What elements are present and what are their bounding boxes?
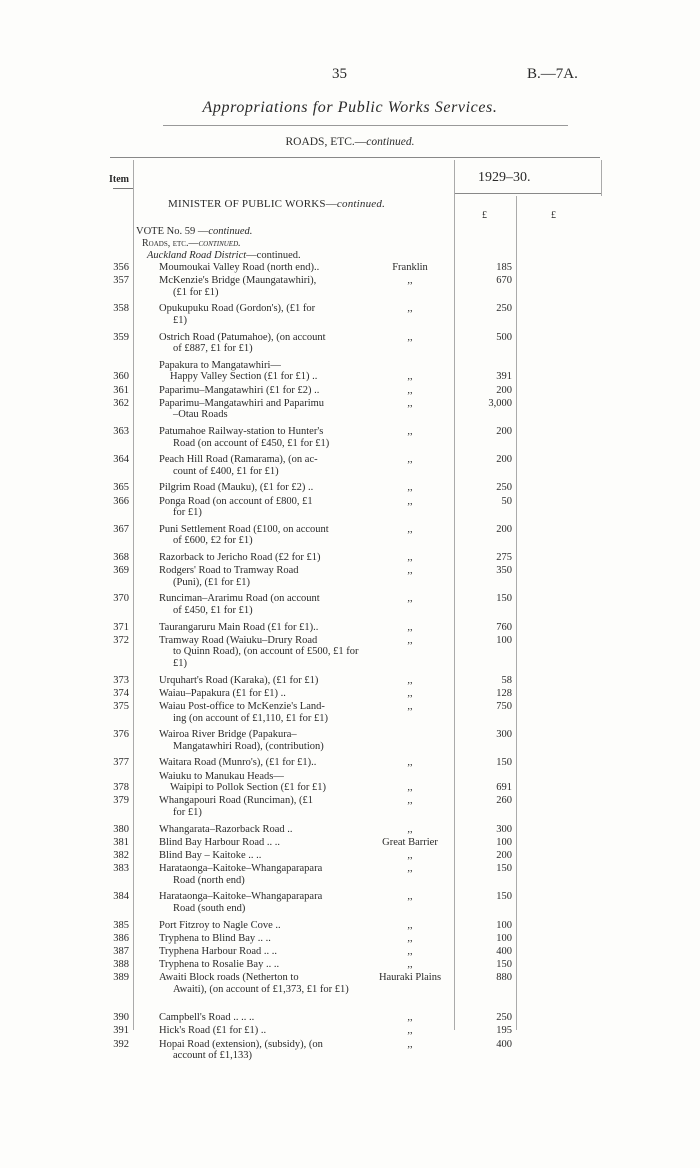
- item-number: 356: [113, 262, 129, 273]
- district-name: ,,: [407, 687, 413, 699]
- appropriation-amount: 300: [496, 729, 512, 741]
- item-description-continuation: £1): [173, 314, 187, 326]
- district-name: ,,: [407, 1012, 413, 1024]
- item-number: 363: [113, 426, 129, 437]
- appropriation-amount: 3,000: [488, 397, 512, 409]
- appropriation-amount: 250: [496, 1012, 512, 1024]
- district-name: ,,: [407, 795, 413, 807]
- item-description-continuation: account of £1,133): [173, 1050, 253, 1062]
- appropriation-amount: 350: [496, 565, 512, 577]
- district-name: ,,: [407, 634, 413, 646]
- item-description: [159, 398, 369, 421]
- year-column-header: 1929–30.: [478, 170, 531, 185]
- item-description-text: Waiau–Papakura (£1 for £1) ..: [159, 687, 286, 699]
- item-number: 379: [113, 795, 129, 807]
- item-description: [159, 863, 369, 886]
- item-number: 382: [113, 850, 129, 861]
- item-description-text: Taurangaruru Main Road (£1 for £1)..: [159, 621, 319, 633]
- appropriation-amount: 58: [501, 674, 512, 686]
- item-description-text: Moumoukai Valley Road (north end)..: [159, 262, 320, 273]
- item-description-text: Patumahoe Railway-station to Hunter's: [159, 426, 324, 437]
- appropriation-amount: 200: [496, 454, 512, 466]
- district-name: ,,: [407, 331, 413, 343]
- appropriation-amount: 150: [496, 891, 512, 903]
- vote-heading-continued: continued.: [208, 226, 253, 237]
- item-description-text: Tryphena to Rosalie Bay .. ..: [159, 959, 280, 971]
- item-description-text: McKenzie's Bridge (Maungatawhiri),: [159, 275, 317, 287]
- item-description-text: Opukupuku Road (Gordon's), (£1 for: [159, 303, 316, 315]
- item-number: 367: [113, 523, 129, 535]
- item-number: 366: [113, 495, 129, 507]
- item-description: [159, 332, 369, 355]
- district-name: ,,: [407, 1025, 413, 1037]
- appropriation-amount: 760: [496, 621, 512, 633]
- item-description-text: Ponga Road (on account of £800, £1: [159, 495, 313, 507]
- appropriation-amount: 200: [496, 850, 512, 861]
- item-number: 377: [113, 757, 129, 769]
- district-name: ,,: [407, 919, 413, 931]
- item-description-text: Runciman–Ararimu Road (on account: [159, 593, 320, 605]
- item-description-text: Waiau Post-office to McKenzie's Land-: [159, 701, 325, 712]
- item-description-text: Whangarata–Razorback Road ..: [159, 823, 293, 835]
- district-name: ,,: [407, 674, 413, 686]
- item-description: [159, 426, 369, 449]
- district-name: ,,: [407, 891, 413, 903]
- ministry-heading-continued: continued.: [336, 198, 386, 210]
- item-description-text: Wairoa River Bridge (Papakura–: [159, 729, 297, 741]
- item-description-text: Harataonga–Kaitoke–Whangaparapara: [159, 891, 323, 903]
- item-description: [159, 496, 369, 519]
- item-description: [159, 262, 369, 274]
- item-description-text: Paparimu–Mangatawhiri and Paparimu: [159, 397, 325, 409]
- item-description-continuation: Awaiti), (on account of £1,373, £1 for £1): [173, 983, 349, 995]
- item-number: 386: [113, 932, 129, 944]
- item-number: 387: [113, 946, 129, 957]
- item-description-continuation: of £887, £1 for £1): [173, 343, 253, 355]
- item-description-text: Tramway Road (Waiuku–Drury Road: [159, 634, 318, 646]
- item-number: 380: [113, 823, 129, 835]
- item-description-continuation: of £600, £2 for £1): [173, 535, 253, 547]
- appropriation-amount: 400: [496, 1038, 512, 1050]
- document-title: Appropriations for Public Works Services.: [202, 99, 498, 116]
- item-number: 364: [113, 454, 129, 466]
- item-description-continuation: Road (north end): [173, 874, 245, 886]
- item-description-text: Pilgrim Road (Mauku), (£1 for £2) ..: [159, 482, 314, 494]
- item-number: 369: [113, 565, 129, 577]
- item-description-text: Razorback to Jericho Road (£2 for £1): [159, 552, 321, 563]
- item-number: 368: [113, 552, 129, 563]
- item-number: 392: [113, 1038, 129, 1050]
- district-name: ,,: [407, 552, 413, 563]
- appropriation-amount: 150: [496, 757, 512, 769]
- item-description: [159, 837, 369, 849]
- item-description-text: Port Fitzroy to Nagle Cove ..: [159, 919, 281, 931]
- item-description: [159, 482, 369, 494]
- vote-heading-main: VOTE No. 59 —: [136, 226, 209, 237]
- item-number: 378: [113, 782, 129, 794]
- district-name: ,,: [407, 621, 413, 633]
- item-description: [159, 385, 369, 397]
- district-name: ,,: [407, 454, 413, 466]
- district-name: Franklin: [392, 262, 428, 273]
- item-number: 361: [113, 384, 129, 396]
- section-title-continued: continued.: [366, 136, 415, 148]
- item-description-text: Whangapouri Road (Runciman), (£1: [159, 795, 313, 807]
- item-description-text: Happy Valley Section (£1 for £1) ..: [170, 371, 318, 383]
- item-column-header: Item: [109, 174, 129, 185]
- item-description-text: Waipipi to Pollok Section (£1 for £1): [170, 782, 327, 794]
- district-name: ,,: [407, 397, 413, 409]
- item-description-continuation: count of £400, £1 for £1): [173, 465, 279, 477]
- appropriation-amount: 880: [496, 972, 512, 984]
- item-description-text: Tryphena Harbour Road .. ..: [159, 946, 278, 957]
- district-heading: [147, 250, 301, 261]
- district-name: ,,: [407, 946, 413, 957]
- district-name: ,,: [407, 823, 413, 835]
- item-number: 374: [113, 687, 129, 699]
- district-name: ,,: [407, 371, 413, 383]
- subheading-label: Waiuku to Manukau Heads—: [159, 770, 284, 782]
- appropriation-amount: 275: [496, 552, 512, 563]
- appropriation-amount: 391: [496, 371, 512, 383]
- item-description-text: Hopai Road (extension), (subsidy), (on: [159, 1038, 323, 1050]
- district-name: ,,: [407, 565, 413, 577]
- appropriation-amount: 670: [496, 275, 512, 287]
- item-description-text: Puni Settlement Road (£100, on account: [159, 523, 329, 535]
- item-description-continuation: –Otau Roads: [173, 409, 228, 421]
- section-title-main: ROADS, ETC.—: [285, 136, 367, 148]
- item-number: 375: [113, 701, 129, 712]
- item-number: 372: [113, 634, 129, 646]
- district-heading-main: Auckland Road District: [147, 250, 247, 261]
- item-number: 376: [113, 729, 129, 741]
- vote-heading: [136, 226, 252, 237]
- item-description: [159, 701, 369, 724]
- item-description-text: Tryphena to Blind Bay .. ..: [159, 932, 271, 944]
- page-right-rule: [601, 160, 602, 196]
- item-description-text: Blind Bay Harbour Road .. ..: [159, 836, 281, 848]
- item-number: 388: [113, 959, 129, 971]
- item-number: 360: [113, 371, 129, 383]
- currency-symbol-2: £: [551, 210, 556, 221]
- district-name: ,,: [407, 495, 413, 507]
- ministry-heading-main: MINISTER OF PUBLIC WORKS—: [168, 198, 337, 210]
- district-name: ,,: [407, 275, 413, 287]
- appropriation-amount: 150: [496, 863, 512, 875]
- appropriation-amount: 250: [496, 482, 512, 494]
- district-name: ,,: [407, 863, 413, 875]
- item-description-continuation: (Puni), (£1 for £1): [173, 576, 250, 588]
- item-number: 385: [113, 919, 129, 931]
- appropriation-amount: 100: [496, 932, 512, 944]
- district-name: ,,: [407, 303, 413, 315]
- item-description: [159, 933, 369, 945]
- item-description: [159, 757, 369, 769]
- item-number: 384: [113, 891, 129, 903]
- appropriation-amount: 200: [496, 426, 512, 437]
- appropriation-amount: 500: [496, 331, 512, 343]
- item-number: 357: [113, 275, 129, 287]
- appropriation-amount: 260: [496, 795, 512, 807]
- appropriation-amount: 100: [496, 919, 512, 931]
- item-description: [170, 371, 380, 383]
- item-description-continuation: Mangatawhiri Road), (contribution): [173, 740, 324, 752]
- item-description: [159, 593, 369, 616]
- item-number: 358: [113, 303, 129, 315]
- district-name: ,,: [407, 782, 413, 794]
- item-number: 389: [113, 972, 129, 984]
- item-description-continuation: for £1): [173, 806, 202, 818]
- district-name: ,,: [407, 932, 413, 944]
- item-description: [159, 920, 369, 932]
- item-description-continuation: of £450, £1 for £1): [173, 604, 253, 616]
- item-description: [159, 729, 369, 752]
- item-description: [159, 688, 369, 700]
- item-description-continuation: (£1 for £1): [173, 286, 219, 298]
- appropriation-amount: 50: [501, 495, 512, 507]
- item-description-text: Campbell's Road .. .. ..: [159, 1012, 255, 1024]
- district-name: Great Barrier: [382, 836, 438, 848]
- item-description: [159, 524, 369, 547]
- item-description: [159, 454, 369, 477]
- item-description: [159, 795, 369, 818]
- roads-heading-continued: continued.: [198, 238, 241, 249]
- item-description: [159, 850, 369, 862]
- item-number: 373: [113, 674, 129, 686]
- subheading-label: Papakura to Mangatawhiri—: [159, 359, 281, 371]
- ministry-heading: [168, 198, 385, 210]
- item-description-text: Awaiti Block roads (Netherton to: [159, 972, 299, 984]
- page-number: 35: [332, 66, 347, 82]
- item-description-text: Blind Bay – Kaitoke .. ..: [159, 850, 262, 861]
- header-rule: [110, 157, 600, 158]
- district-heading-continued: —continued.: [246, 250, 301, 261]
- item-header-rule: [113, 188, 133, 189]
- appropriation-amount: 200: [496, 384, 512, 396]
- year-column-mid-divider: [516, 196, 517, 1030]
- item-number: 371: [113, 621, 129, 633]
- district-name: ,,: [407, 1038, 413, 1050]
- item-description: [159, 303, 369, 326]
- item-description-continuation: for £1): [173, 507, 202, 519]
- item-description-text: Waitara Road (Munro's), (£1 for £1)..: [159, 757, 317, 769]
- appropriation-amount: 100: [496, 836, 512, 848]
- item-number: 365: [113, 482, 129, 494]
- item-description: [159, 946, 369, 958]
- item-number: 391: [113, 1025, 129, 1037]
- item-description: [159, 622, 369, 634]
- roads-heading: [142, 238, 241, 249]
- item-description-text: Paparimu–Mangatawhiri (£1 for £2) ..: [159, 384, 320, 396]
- item-description: [159, 275, 369, 298]
- section-title: [0, 136, 700, 148]
- district-name: ,,: [407, 757, 413, 769]
- item-description-continuation: Road (on account of £450, £1 for £1): [173, 437, 330, 449]
- item-description: [159, 635, 369, 670]
- appropriation-amount: 195: [496, 1025, 512, 1037]
- item-description: [159, 891, 369, 914]
- item-number: 390: [113, 1012, 129, 1024]
- item-number: 370: [113, 593, 129, 605]
- item-description: [159, 675, 369, 687]
- appropriation-amount: 185: [496, 262, 512, 273]
- item-number: 383: [113, 863, 129, 875]
- item-number: 362: [113, 397, 129, 409]
- item-description: [159, 1012, 369, 1024]
- item-column-divider: [133, 160, 134, 1030]
- item-description-text: Hick's Road (£1 for £1) ..: [159, 1025, 267, 1037]
- appropriation-amount: 150: [496, 959, 512, 971]
- currency-symbol-1: £: [482, 210, 487, 221]
- district-name: ,,: [407, 384, 413, 396]
- item-description: [170, 782, 380, 794]
- district-name: ,,: [407, 701, 413, 712]
- item-description-text: Urquhart's Road (Karaka), (£1 for £1): [159, 674, 319, 686]
- district-name: ,,: [407, 482, 413, 494]
- item-description-continuation: ing (on account of £1,110, £1 for £1): [173, 712, 329, 724]
- title-rule: [163, 125, 568, 126]
- appropriation-amount: 100: [496, 634, 512, 646]
- item-description: [159, 824, 369, 836]
- appropriation-amount: 200: [496, 523, 512, 535]
- item-description-text: Harataonga–Kaitoke–Whangaparapara: [159, 863, 323, 875]
- district-name: ,,: [407, 850, 413, 861]
- roads-heading-main: Roads, etc.—: [142, 238, 199, 249]
- item-description-text: Peach Hill Road (Ramarama), (on ac-: [159, 454, 318, 466]
- item-description: [159, 1039, 369, 1062]
- appropriation-amount: 128: [496, 687, 512, 699]
- item-description: [159, 972, 369, 995]
- item-description: [159, 552, 369, 564]
- item-description: [159, 959, 369, 971]
- item-description-continuation: Road (south end): [173, 902, 246, 914]
- appropriation-amount: 250: [496, 303, 512, 315]
- district-name: ,,: [407, 593, 413, 605]
- item-description-text: Ostrich Road (Patumahoe), (on account: [159, 331, 326, 343]
- district-name: ,,: [407, 523, 413, 535]
- item-description: [159, 565, 369, 588]
- appropriation-amount: 400: [496, 946, 512, 957]
- item-description-continuation: to Quinn Road), (on account of £500, £1 for £1): [173, 646, 359, 669]
- appropriation-amount: 691: [496, 782, 512, 794]
- appropriation-amount: 750: [496, 701, 512, 712]
- appropriation-amount: 300: [496, 823, 512, 835]
- district-name: ,,: [407, 959, 413, 971]
- district-name: ,,: [407, 426, 413, 437]
- year-header-rule: [454, 193, 602, 194]
- item-description-text: Rodgers' Road to Tramway Road: [159, 565, 299, 577]
- item-number: 359: [113, 331, 129, 343]
- item-description: [159, 1025, 369, 1037]
- appropriation-amount: 150: [496, 593, 512, 605]
- district-name: Hauraki Plains: [378, 972, 442, 984]
- item-number: 381: [113, 836, 129, 848]
- document-code: B.—7A.: [527, 66, 578, 82]
